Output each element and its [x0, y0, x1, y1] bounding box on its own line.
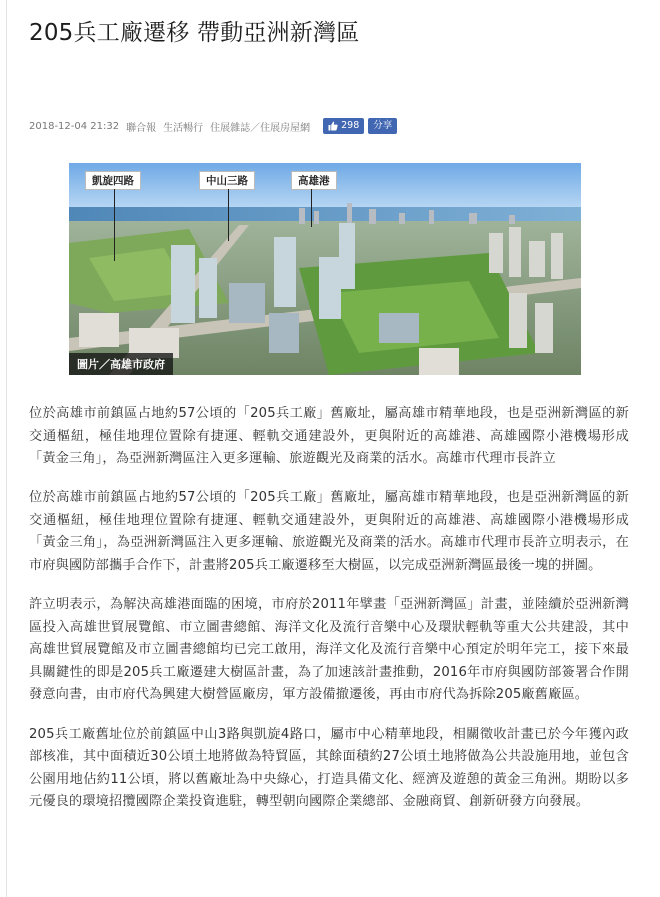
breadcrumb[interactable]: 住展雜誌／住展房屋網 [210, 122, 311, 134]
page-left-border [6, 0, 7, 897]
article-paragraph: 位於高雄市前鎮區占地約57公頃的「205兵工廠」舊廠址，屬高雄市精華地段，也是亞洲新灣區的新交通樞紐，極佳地理位置除有捷運、輕軌交通建設外，更與附近的高雄港、高雄國際小港機場形成「黃金三角」，為亞洲新灣區注入更多運輸、旅遊觀光及商業的活水。高雄市代理市長許立明表示，在市府與國防部攜手合作下，計畫將205兵工廠遷移至大樹區，以完成亞洲新灣區最後一塊的拼圖。 [29, 490, 629, 573]
aerial-city-rendering [69, 163, 581, 375]
source-name[interactable]: 聯合報 [126, 122, 157, 134]
category-name[interactable]: 生活暢行 [163, 122, 204, 134]
callout-pointer [311, 189, 312, 227]
callout-label: 凱旋四路 [85, 171, 141, 190]
article-hero-image [69, 163, 581, 375]
article-body [29, 403, 629, 826]
callout-label: 高雄港 [291, 171, 337, 190]
like-button[interactable] [323, 118, 364, 134]
like-count: 298 [341, 120, 360, 131]
publish-datetime: 2018-12-04 21:32 [29, 120, 120, 132]
callout-label: 中山三路 [199, 171, 255, 190]
thumbs-up-icon [328, 121, 338, 131]
share-button[interactable]: 分享 [368, 118, 397, 134]
article-title: 205兵工廠遷移 帶動亞洲新灣區 [29, 20, 360, 46]
image-caption: 圖片／高雄市政府 [69, 353, 173, 375]
callout-pointer [114, 189, 115, 261]
article-paragraph: 位於高雄市前鎮區占地約57公頃的「205兵工廠」舊廠址，屬高雄市精華地段，也是亞洲新灣區的新交通樞紐，極佳地理位置除有捷運、輕軌交通建設外，更與附近的高雄港、高雄國際小港機場形成「黃金三角」，為亞洲新灣區注入更多運輸、旅遊觀光及商業的活水。高雄市代理市長許立 [29, 406, 629, 466]
article-paragraph: 205兵工廠舊址位於前鎮區中山3路與凱旋4路口，屬市中心精華地段，相關徵收計畫已於今年獲內政部核准，其中面積近30公頃土地將做為特貿區，其餘面積約27公頃土地將做為公共設施用地，並包含公園用地佔約11公頃，將以舊廠址為中央綠心，打造具備文化、經濟及遊憩的黃金三角洲。期盼以多元優良的環境招攬國際企業投資進駐，轉型朝向國際企業總部、金融商貿、創新研發方向發展。 [29, 726, 629, 809]
article-meta [29, 118, 397, 134]
callout-pointer [228, 189, 229, 241]
article-paragraph: 許立明表示，為解決高雄港面臨的困境，市府於2011年擘畫「亞洲新灣區」計畫，並陸續於亞洲新灣區投入高雄世貿展覽館、市立圖書總館、海洋文化及流行音樂中心及環狀輕軌等重大公共建設，其中高雄世貿展覽館及市立圖書總館均已完工啟用，海洋文化及流行音樂中心預定於明年完工，接下來最具關鍵性的即是205兵工廠遷建大樹區計畫，為了加速該計畫推動，2016年市府與國防部簽署合作開發意向書，由市府代為興建大樹營區廠房，軍方設備撤遷後，再由市府代為拆除205廠舊廠區。 [29, 597, 629, 702]
